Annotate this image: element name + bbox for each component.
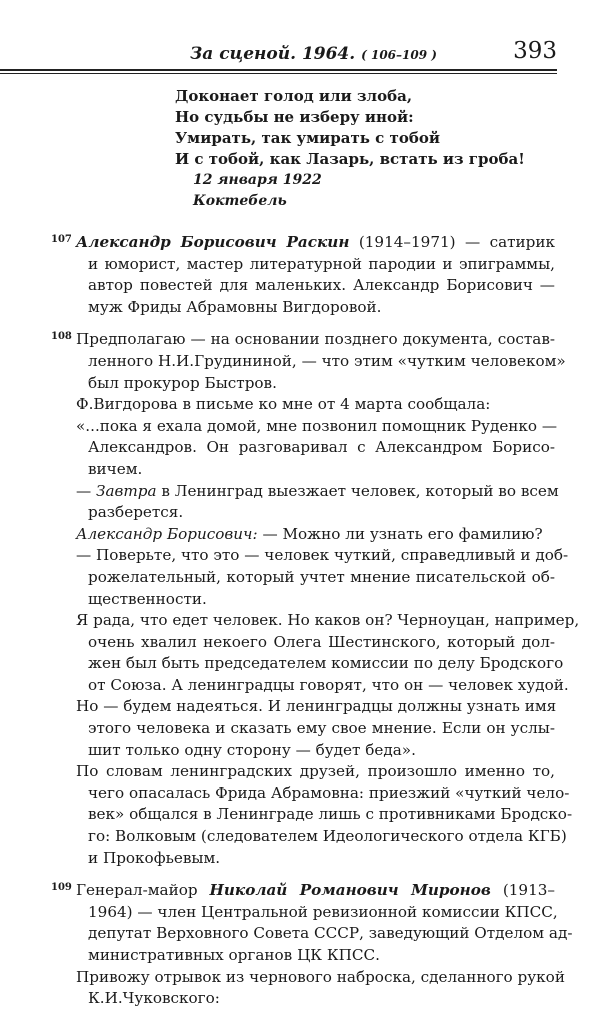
text-line: Предполагаю — на основании позднего документа, состав- [76, 330, 555, 349]
paragraph [76, 696, 555, 761]
text-line: жен был быть председателем комиссии по делу Бродского [88, 654, 564, 673]
text-line: и юморист, мастер литературной пародии и эпиграммы, [88, 254, 555, 273]
paragraph [76, 524, 555, 546]
text-line [76, 481, 559, 503]
paragraph [76, 394, 555, 416]
running-header [0, 36, 557, 66]
text-line: К.И.Чуковского: [88, 989, 220, 1008]
text-line: был прокурор Быстров. [88, 373, 277, 392]
footnote-109 [51, 880, 573, 1010]
text-line [76, 880, 555, 902]
text-line: 1964) — член Центральной ревизионной комиссии КПСС, [88, 902, 558, 921]
text-line: Но — будем надеяться. И ленинградцы должны узнать имя [76, 697, 557, 716]
text-segment: в Ленинград выезжает человек, который во всем [156, 481, 559, 500]
paragraph [76, 761, 573, 869]
text-line: «...пока я ехала домой, мне позвонил помощник Руденко — [76, 416, 558, 435]
text-line: разберется. [88, 503, 184, 522]
poem-line: Умирать, так умирать с тобой [175, 129, 440, 147]
text-line: муж Фриды Абрамовны Вигдоровой. [88, 297, 382, 316]
text-segment: (1914–1971) — сатирик [349, 233, 555, 251]
paragraph [76, 880, 573, 966]
text-segment: (1913– [490, 881, 555, 900]
text-line: очень хвалил некоего Олега Шестинского, который дол- [88, 632, 555, 651]
footnote-number: 109 [51, 882, 72, 894]
text-line: рожелательный, который учтет мнение писательской об- [88, 567, 555, 586]
text-line: Ф.Вигдорова в письме ко мне от 4 марта сообщала: [76, 395, 491, 414]
poem-quote [175, 86, 525, 212]
emphasis-text: Александр Борисович Раскин [76, 233, 350, 251]
text-line: от Союза. А ленинградцы говорят, что он — человек худой. [88, 675, 569, 694]
text-line: министративных органов ЦК КПСС. [88, 946, 380, 964]
text-line [76, 524, 555, 546]
footnotes [51, 232, 580, 1021]
footnote-107 [51, 232, 555, 318]
text-line: век» общался в Ленинграде лишь с противниками Бродско- [88, 805, 573, 824]
chapter-title: За сценой. 1964. [190, 44, 356, 64]
note-range: ( 106–109 ) [361, 48, 437, 62]
footnote-number: 107 [51, 234, 72, 245]
text-line: го: Волковым (следователем Идеологического отдела КГБ) [88, 827, 567, 846]
text-line: По словам ленинградских друзей, произошло именно то, [76, 762, 555, 781]
text-line: вичем. [88, 459, 143, 478]
paragraph [76, 232, 555, 318]
text-segment: — Можно ли узнать его фамилию? [257, 524, 543, 543]
emphasis-text: Завтра [96, 481, 157, 500]
text-line: чего опасалась Фрида Абрамовна: приезжий «чуткий чело- [88, 783, 570, 802]
emphasis-text: Николай Романович Миронов [209, 881, 491, 900]
text-segment: Генерал-майор [76, 881, 210, 900]
text-line [76, 232, 555, 254]
header-rule-thin [0, 73, 557, 74]
paragraph [76, 329, 566, 394]
header-rule [0, 69, 557, 71]
text-line: депутат Верховного Совета СССР, заведующий Отделом ад- [88, 924, 573, 943]
emphasis-text: Александр Борисович: [76, 524, 258, 543]
paragraph [76, 545, 569, 610]
text-line: щественности. [88, 589, 207, 608]
poem-place: Коктебель [193, 193, 287, 209]
text-line: и Прокофьевым. [88, 848, 221, 867]
text-line: ленного Н.И.Грудининой, — что этим «чутким человеком» [88, 351, 566, 370]
paragraph [76, 610, 580, 696]
text-line: Я рада, что едет человек. Но каков он? Черноуцан, например, [76, 611, 580, 630]
page-number: 393 [513, 38, 557, 64]
text-line: Александров. Он разговаривал с Александром Борисо- [88, 438, 555, 457]
footnote-number: 108 [51, 331, 72, 343]
paragraph [76, 967, 565, 1010]
text-line: — Поверьте, что это — человек чуткий, справедливый и доб- [76, 546, 569, 565]
poem-line: И с тобой, как Лазарь, встать из гроба! [175, 150, 525, 168]
text-line: шит только одну сторону — будет беда». [88, 740, 416, 759]
footnote-108 [51, 329, 580, 869]
poem-line: Но судьбы не изберу иной: [175, 108, 414, 126]
text-line: автор повестей для маленьких. Александр Борисович — [88, 276, 555, 295]
paragraph [76, 481, 559, 524]
text-line: этого человека и сказать ему свое мнение. Если он услы- [88, 719, 555, 738]
paragraph [76, 416, 558, 481]
poem-line: Доконает голод или злоба, [175, 87, 413, 105]
text-line: Привожу отрывок из чернового наброска, сделанного рукой [76, 967, 565, 986]
poem-date: 12 января 1922 [193, 172, 322, 188]
running-title [190, 44, 437, 64]
text-segment: — [76, 481, 97, 500]
